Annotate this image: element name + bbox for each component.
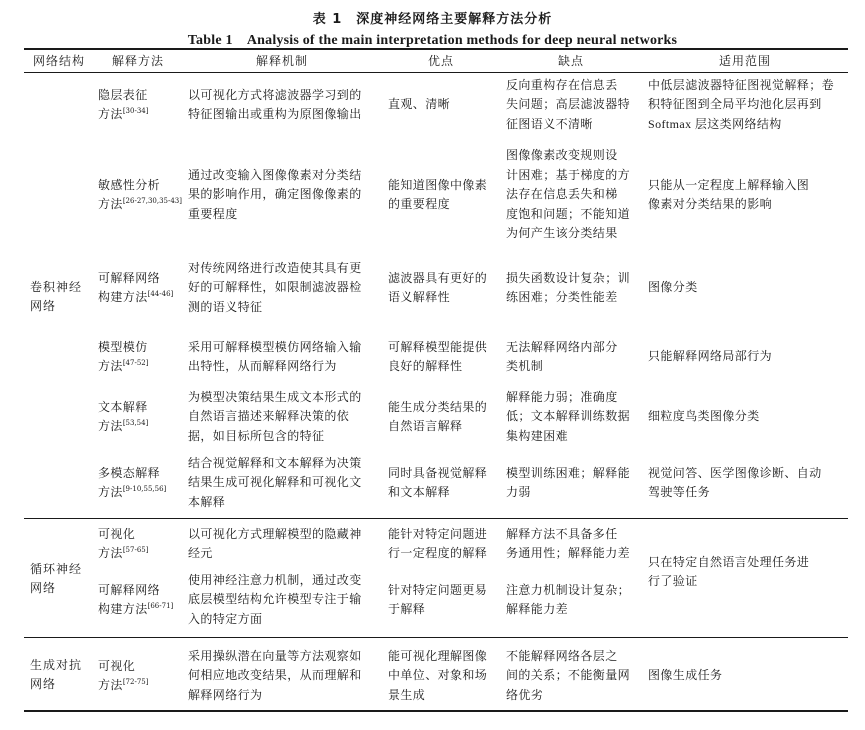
scope-cell bbox=[648, 666, 722, 686]
cell-line: 何相应地改变结果，从而理解和 bbox=[188, 668, 362, 683]
method-cell bbox=[98, 398, 148, 437]
cell-line: 能生成分类结果的 bbox=[388, 399, 488, 414]
mechanism-cell bbox=[188, 338, 362, 377]
method-cell bbox=[98, 464, 166, 503]
cell-line bbox=[98, 195, 182, 215]
cell-line: 测的语义特征 bbox=[188, 299, 263, 314]
cell-line: 对传统网络进行改造使其具有更 bbox=[188, 260, 362, 275]
citation-superscript: [53,54] bbox=[122, 419, 149, 427]
cell-line: 针对特定问题更易 bbox=[388, 582, 488, 597]
scope-cell bbox=[648, 553, 809, 592]
cell-line: 行了验证 bbox=[648, 574, 698, 588]
cell-line: 积特征图到全局平均池化层再到 bbox=[648, 97, 822, 112]
cell-line: 方法 bbox=[98, 359, 123, 373]
method-cell bbox=[98, 657, 148, 696]
cell-line: 能知道图像中像素 bbox=[388, 177, 488, 192]
cell-line: 入的特定方面 bbox=[188, 611, 263, 626]
network-group-label bbox=[30, 656, 82, 695]
cons-cell bbox=[506, 464, 630, 503]
method-cell bbox=[98, 525, 148, 564]
pros-cell bbox=[388, 647, 487, 706]
cell-line: 像素对分类结果的影响 bbox=[648, 197, 773, 211]
cell-line: 可视化 bbox=[98, 658, 136, 673]
cell-line: 力弱 bbox=[506, 485, 531, 499]
pros-cell bbox=[388, 338, 487, 377]
cell-line: 敏感性分析 bbox=[98, 177, 161, 192]
cell-line: 通过改变输入图像像素对分类结 bbox=[188, 167, 362, 182]
cell-line: 方法 bbox=[98, 678, 123, 692]
cell-line: 可视化 bbox=[98, 526, 136, 541]
cell-line: 络优劣 bbox=[506, 687, 544, 702]
cell-line: 不能解释网络各层之 bbox=[506, 648, 618, 663]
cell-line: 驾驶等任务 bbox=[648, 485, 711, 499]
scope-cell bbox=[648, 464, 822, 503]
pros-cell bbox=[388, 269, 487, 308]
method-cell bbox=[98, 86, 148, 125]
table-caption-chinese: 表 1 深度神经网络主要解释方法分析 bbox=[312, 12, 553, 27]
cell-line: 中低层滤波器特征图视觉解释；卷 bbox=[648, 77, 835, 92]
cell-line: 构建方法 bbox=[98, 290, 148, 304]
cell-line: 网络 bbox=[30, 677, 57, 691]
cell-line: 解释能力差 bbox=[506, 602, 569, 616]
citation-superscript: [47-52] bbox=[122, 359, 149, 367]
cons-cell bbox=[506, 76, 630, 135]
cell-line bbox=[98, 544, 148, 564]
cons-cell bbox=[506, 647, 630, 706]
cell-line bbox=[98, 357, 148, 377]
cell-line: 良好的解释性 bbox=[388, 359, 463, 373]
cell-line: 集构建困难 bbox=[506, 428, 569, 443]
mechanism-cell bbox=[188, 647, 362, 706]
cell-line: 损失函数设计复杂；训 bbox=[506, 270, 631, 285]
cell-line bbox=[98, 676, 148, 696]
cell-line: 底层模型结构允许模型专注于输 bbox=[188, 592, 362, 607]
scope-cell bbox=[648, 278, 698, 298]
cell-line: 法存在信息丢失和梯 bbox=[506, 187, 618, 202]
citation-superscript: [30-34] bbox=[122, 107, 149, 115]
citation-superscript: [72-75] bbox=[122, 678, 149, 686]
cell-line: 能针对特定问题进 bbox=[388, 526, 488, 541]
mechanism-cell bbox=[188, 571, 362, 630]
method-cell bbox=[98, 269, 173, 308]
cell-line: Softmax 层这类网络结构 bbox=[648, 116, 782, 131]
cell-line: 只能从一定程度上解释输入图 bbox=[648, 177, 810, 192]
cell-line: 无法解释网络内部分 bbox=[506, 339, 618, 354]
scope-cell bbox=[648, 347, 772, 367]
cell-line: 生成对抗 bbox=[30, 657, 83, 672]
group-divider-rule bbox=[24, 637, 848, 638]
cell-line: 方法 bbox=[98, 107, 123, 121]
cell-line: 度饱和问题；不能知道 bbox=[506, 206, 631, 221]
method-cell bbox=[98, 176, 182, 215]
cell-line: 细粒度鸟类图像分类 bbox=[648, 409, 760, 424]
cell-line: 网络 bbox=[30, 299, 57, 313]
cell-line bbox=[98, 483, 166, 503]
citation-superscript: [66-71] bbox=[147, 602, 174, 610]
cell-line: 行一定程度的解释 bbox=[388, 546, 488, 560]
cell-line: 练困难；分类性能差 bbox=[506, 290, 618, 304]
scope-cell bbox=[648, 76, 834, 135]
cell-line: 的重要程度 bbox=[388, 197, 451, 211]
mechanism-cell bbox=[188, 86, 362, 125]
cons-cell bbox=[506, 269, 630, 308]
cell-line: 模型模仿 bbox=[98, 339, 148, 354]
cell-line: 文本解释 bbox=[98, 399, 148, 414]
cell-line: 能可视化理解图像 bbox=[388, 648, 488, 663]
citation-superscript: [44-46] bbox=[147, 290, 174, 298]
cell-line: 卷积神经 bbox=[30, 279, 83, 294]
header-cons: 缺点 bbox=[557, 54, 584, 68]
cell-line: 为模型决策结果生成文本形式的 bbox=[188, 389, 362, 404]
pros-cell bbox=[388, 581, 487, 620]
cell-line: 只能解释网络局部行为 bbox=[648, 349, 773, 364]
cell-line: 同时具备视觉解释 bbox=[388, 465, 488, 480]
cell-line: 使用神经注意力机制，通过改变 bbox=[188, 572, 362, 587]
cell-line: 直观、清晰 bbox=[388, 97, 451, 112]
cell-line: 可解释网络 bbox=[98, 582, 161, 597]
cell-line: 自然语言描述来解释决策的依 bbox=[188, 409, 350, 424]
cell-line: 滤波器具有更好的 bbox=[388, 270, 488, 285]
cell-line: 模型训练困难；解释能 bbox=[506, 465, 631, 480]
cell-line: 征图语义不清晰 bbox=[506, 116, 593, 131]
cell-line: 结合视觉解释和文本解释为决策 bbox=[188, 455, 362, 470]
pros-cell bbox=[388, 464, 487, 503]
cell-line: 图像生成任务 bbox=[648, 668, 723, 683]
cell-line bbox=[98, 417, 148, 437]
cell-line: 语义解释性 bbox=[388, 290, 451, 304]
cell-line: 结果生成可视化解释和可视化文 bbox=[188, 475, 362, 490]
cell-line: 可解释模型能提供 bbox=[388, 339, 488, 354]
scope-cell bbox=[648, 176, 809, 215]
cell-line: 自然语言解释 bbox=[388, 419, 463, 433]
cell-line: 只在特定自然语言处理任务进 bbox=[648, 554, 810, 569]
cell-line: 出特性，从而解释网络行为 bbox=[188, 359, 337, 373]
header-scope: 适用范围 bbox=[718, 54, 771, 68]
cell-line: 低；文本解释训练数据 bbox=[506, 409, 631, 424]
cell-line: 中单位、对象和场 bbox=[388, 668, 488, 683]
header-method: 解释方法 bbox=[111, 54, 164, 68]
cell-line: 解释网络行为 bbox=[188, 687, 263, 702]
header-mechanism: 解释机制 bbox=[255, 54, 308, 68]
network-group-label bbox=[30, 560, 82, 599]
header-pros: 优点 bbox=[427, 54, 454, 68]
cons-cell bbox=[506, 338, 618, 377]
cell-line: 多模态解释 bbox=[98, 465, 161, 480]
cell-line: 和文本解释 bbox=[388, 485, 451, 499]
cell-line: 解释能力弱；准确度 bbox=[506, 389, 618, 404]
cell-line: 隐层表征 bbox=[98, 87, 148, 102]
cell-line bbox=[98, 600, 173, 620]
pros-cell bbox=[388, 95, 450, 115]
cons-cell bbox=[506, 525, 630, 564]
cell-line: 本解释 bbox=[188, 494, 226, 509]
cell-line: 方法 bbox=[98, 485, 123, 499]
pros-cell bbox=[388, 398, 487, 437]
cell-line: 以可视化方式理解模型的隐藏神 bbox=[188, 526, 362, 541]
cell-line: 方法 bbox=[98, 546, 123, 560]
cell-line: 果的影响作用，确定图像像素的 bbox=[188, 187, 362, 202]
cell-line: 据，如目标所包含的特征 bbox=[188, 428, 325, 443]
cell-line: 为何产生该分类结果 bbox=[506, 226, 618, 241]
scope-cell bbox=[648, 407, 760, 427]
cell-line: 重要程度 bbox=[188, 206, 238, 221]
header-rule bbox=[24, 72, 848, 73]
cell-line: 类机制 bbox=[506, 359, 544, 373]
cell-line: 景生成 bbox=[388, 687, 426, 702]
cell-line: 特征图输出或重构为原图像输出 bbox=[188, 107, 362, 121]
pros-cell bbox=[388, 176, 487, 215]
method-cell bbox=[98, 338, 148, 377]
mechanism-cell bbox=[188, 259, 362, 318]
cell-line: 方法 bbox=[98, 419, 123, 433]
cell-line: 图像分类 bbox=[648, 280, 698, 295]
cell-line: 间的关系；不能衡量网 bbox=[506, 668, 631, 683]
cell-line: 失问题；高层滤波器特 bbox=[506, 97, 631, 112]
citation-superscript: [57-65] bbox=[122, 546, 149, 554]
cons-cell bbox=[506, 146, 630, 244]
cell-line: 方法 bbox=[98, 197, 123, 211]
cell-line: 视觉问答、医学图像诊断、自动 bbox=[648, 465, 822, 480]
citation-superscript: [9-10,55,56] bbox=[122, 485, 167, 493]
cons-cell bbox=[506, 581, 630, 620]
cell-line: 注意力机制设计复杂； bbox=[506, 582, 631, 597]
cell-line: 于解释 bbox=[388, 602, 426, 616]
mechanism-cell bbox=[188, 525, 362, 564]
cell-line: 网络 bbox=[30, 581, 57, 595]
cell-line: 反向重构存在信息丢 bbox=[506, 77, 618, 92]
bottom-rule bbox=[24, 710, 848, 712]
group-divider-rule bbox=[24, 518, 848, 519]
table-caption-english: Table 1 Analysis of the main interpretation methods for deep neural networks bbox=[187, 33, 678, 48]
pros-cell bbox=[388, 525, 487, 564]
network-group-label bbox=[30, 278, 82, 317]
cons-cell bbox=[506, 388, 630, 447]
mechanism-cell bbox=[188, 166, 362, 225]
citation-superscript: [26-27,30,35-43] bbox=[122, 197, 182, 205]
cell-line: 采用可解释模型模仿网络输入输 bbox=[188, 339, 362, 354]
cell-line: 采用操纵潜在向量等方法观察如 bbox=[188, 648, 362, 663]
cell-line bbox=[98, 105, 148, 125]
cell-line: 务通用性；解释能力差 bbox=[506, 546, 631, 560]
cell-line: 构建方法 bbox=[98, 602, 148, 616]
mechanism-cell bbox=[188, 388, 362, 447]
header-network-structure: 网络结构 bbox=[32, 54, 85, 68]
top-rule bbox=[24, 48, 848, 50]
cell-line: 图像像素改变规则设 bbox=[506, 148, 618, 163]
cell-line: 解释方法不具备多任 bbox=[506, 526, 618, 541]
method-cell bbox=[98, 581, 173, 620]
cell-line: 好的可解释性，如限制滤波器检 bbox=[188, 280, 362, 295]
cell-line: 以可视化方式将滤波器学习到的 bbox=[188, 87, 362, 102]
cell-line: 可解释网络 bbox=[98, 270, 161, 285]
cell-line bbox=[98, 288, 173, 308]
cell-line: 循环神经 bbox=[30, 561, 83, 576]
cell-line: 经元 bbox=[188, 546, 213, 560]
mechanism-cell bbox=[188, 454, 362, 513]
cell-line: 计困难；基于梯度的方 bbox=[506, 167, 631, 182]
